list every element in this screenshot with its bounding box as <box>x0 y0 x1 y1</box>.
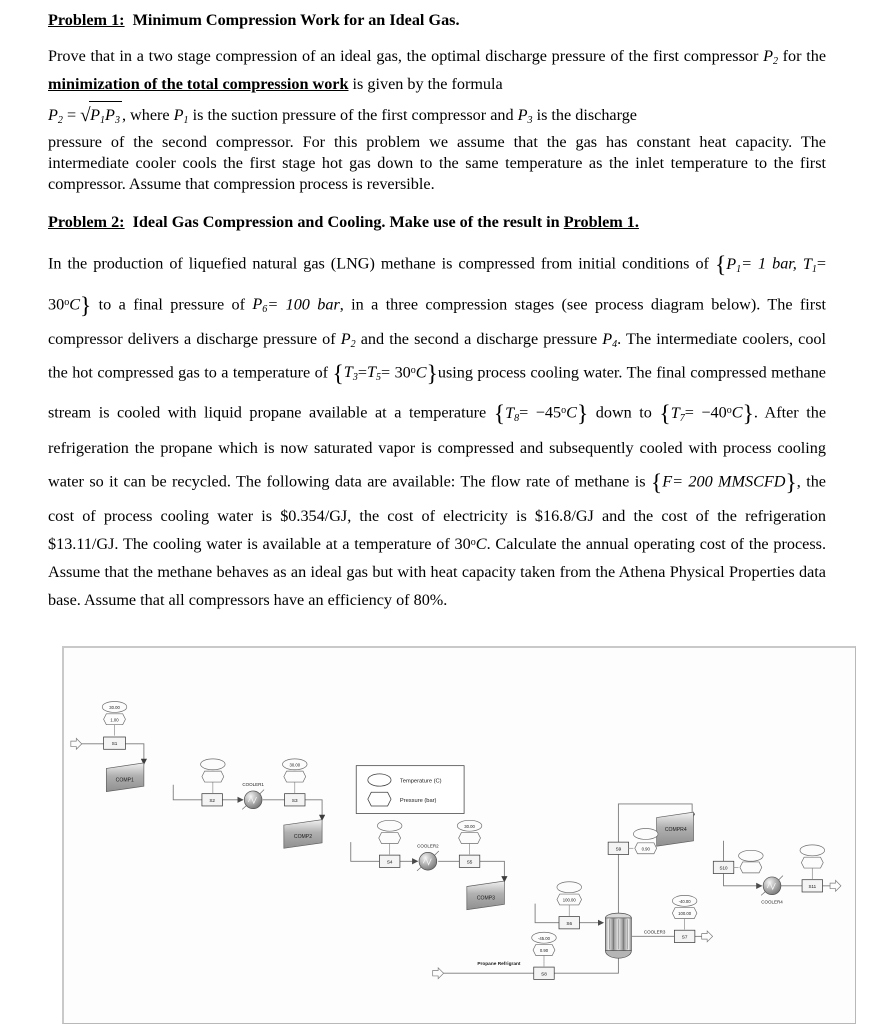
unit-label-cooler4: COOLER4 <box>761 899 783 905</box>
p2-cond-T1: $T_1$ <box>802 254 817 275</box>
p2-text-d: and the second a discharge pressure <box>360 330 598 349</box>
p2-cond-T5: $T_5$ <box>366 363 381 384</box>
problem1-paragraph-2 <box>48 101 826 130</box>
stream-tag-s1[interactable] <box>102 701 127 749</box>
s7-outlet-arrow-icon <box>702 931 713 942</box>
stream-tag-s3[interactable] <box>282 759 307 806</box>
s3-temperature: 30.00 <box>289 762 301 768</box>
problem1-label: Problem 1: <box>48 11 125 29</box>
p2-cond-P6: $P_6$ <box>252 294 268 315</box>
p2-text-g: down to <box>595 403 652 422</box>
s9-label: S9 <box>615 846 622 852</box>
s6-pressure: 100.00 <box>562 897 576 903</box>
s1-label: S1 <box>111 741 118 747</box>
s7-temperature: -40.00 <box>678 898 691 904</box>
p2-text-i: , the cost of process cooling water is $0.354/GJ, the cost of electricity is $16.8/GJ and the cost of the refrigeration $13.11/GJ. The cooling water is available at a temperature of 30 <box>48 471 826 553</box>
p1-text-d: , where <box>121 105 170 124</box>
propane-refrigerant-label: Propane Refrigrant <box>477 962 521 968</box>
problem2-label: Problem 2: <box>48 213 125 232</box>
p1-text-f: is the discharge <box>536 105 637 124</box>
p2-text-e: . The intermediate coolers, cool the hot compressed gas to a temperature of <box>48 330 827 382</box>
stream-tag-s5[interactable] <box>457 820 482 867</box>
s3-label: S3 <box>291 797 298 803</box>
s8-inlet-arrow-icon <box>433 968 444 979</box>
unit-comp3[interactable] <box>467 881 505 910</box>
s8-pressure: 0.90 <box>539 948 549 954</box>
s1-temperature: 30.00 <box>109 705 120 711</box>
p1-text-c: is given by the formula <box>352 75 503 94</box>
p2-text-h: . After the refrigeration the propane which is now saturated vapor is compressed and subsequently cooled with process cooling water so it can be recycled. The following data are available: The flow rate of methane is <box>48 403 827 490</box>
p2-cond-T1-val: = 30 <box>48 254 827 313</box>
p1-var-P3: $P_3$ <box>517 105 533 126</box>
s1-pressure: 1.00 <box>110 717 119 723</box>
p2-cond-P1-val: = 1 bar, <box>741 254 797 273</box>
unit-label-cooler3: COOLER3 <box>643 929 666 935</box>
problem2-heading <box>48 212 826 232</box>
p2-cond-F: F <box>662 471 673 490</box>
s7-label: S7 <box>681 934 688 940</box>
stream-tag-s2[interactable] <box>201 759 226 806</box>
s7-pressure: 100.00 <box>678 911 692 917</box>
stream-tag-s7[interactable] <box>672 895 712 942</box>
p2-text-a: In the production of liquefied natural gas (LNG) methane is compressed from initial conditions of <box>48 254 709 273</box>
p2-text-b: to a final pressure of <box>98 294 246 313</box>
p2-var-P4: $P_4$ <box>602 330 618 351</box>
p2-text-j: . Calculate the annual operating cost of the process. Assume that the methane behaves as an ideal gas but with heat capacity taken from the Athena Physical Properties data base. Assume that all compressors have an efficiency of 80%. <box>48 534 826 609</box>
stream-tag-s9[interactable] <box>608 828 658 854</box>
p2-text-c: , in a three compression stages (see process diagram below). The first compressor delivers a discharge pressure of <box>48 294 826 349</box>
stream-tag-s10[interactable] <box>713 850 763 873</box>
s11-label: S11 <box>808 883 817 889</box>
p1-text-b: for the <box>782 47 827 66</box>
s11-outlet-arrow-icon <box>830 880 841 891</box>
unit-label-comp3: COMP3 <box>476 895 496 902</box>
s9-pressure: 0.90 <box>641 846 650 852</box>
problem2-title: Ideal Gas Compression and Cooling. Make use of the result in <box>132 213 560 232</box>
process-flow-diagram <box>62 646 856 1024</box>
p2-cond-T7: $T_7$ <box>670 403 685 424</box>
stream-tag-s6[interactable] <box>557 882 582 929</box>
p1-formula-sqrt: √ $P_1P_3$ <box>80 101 122 130</box>
unit-label-comp1: COMP1 <box>115 777 134 784</box>
s4-label: S4 <box>386 859 393 865</box>
p2-cond-P6-val: = 100 bar <box>267 294 340 313</box>
p1-text-e: is the suction pressure of the first compressor and <box>192 105 514 124</box>
unit-label-compr4: COMPR4 <box>664 827 687 834</box>
unit-comp1[interactable] <box>106 763 144 792</box>
p2-var-P2: $P_2$ <box>340 330 356 351</box>
unit-comp2[interactable] <box>284 820 322 849</box>
legend-pressure-label: Pressure (bar) <box>399 797 437 804</box>
p2-cond-T3: $T_3$ <box>343 363 358 384</box>
unit-cooler2[interactable] <box>417 844 439 871</box>
p2-cond-P1: $P_1$ <box>726 254 742 275</box>
unit-cooler1[interactable] <box>242 782 264 809</box>
p1-text-a: Prove that in a two stage compression of an ideal gas, the optimal discharge pressure of the first compressor <box>48 47 759 66</box>
problem2-paragraph-1: In the production of liquefied natural gas (LNG) methane is compressed from initial conditions of {$P_1= 1$ bar, $T_1= 30^oC$} to a final pressure of $P_6= 100$ bar, in a three compression stages (see process diagram below). The first compressor delivers a discharge pressure of $P_2$ and the second a discharge pressure $P_4$. The intermediate coolers, cool the hot compressed gas to a temperature of $\{T_3=T_5= 30^oC\}using$ process cooling water. The final compressed methane stream is cooled with liquid propane available at a temperature $\{T_8= -45^oC\}$ down to $\{T_7= -40^oC\}$. After the refrigeration the propane which is now saturated vapor is compressed and subsequently cooled with process cooling water so it can be recycled. The following data are available: The flow rate of methane is {F= 200 MMSCFD}, the cost of process cooling water is $0.354/GJ, the cost of electricity is $16.8/GJ and the cost of the refrigeration $13.11/GJ. The cooling water is available at a temperature of 30$^o$C. Calculate the annual operating cost of the process. Assume that the methane behaves as an ideal gas but with heat capacity taken from the Athena Physical Properties data base. Assume that all compressors have an efficiency of 80%. <box>48 252 827 609</box>
s10-label: S10 <box>719 865 728 871</box>
s2-label: S2 <box>209 797 215 803</box>
unit-label-cooler1: COOLER1 <box>242 782 264 788</box>
problem2-title-ref: Problem 1. <box>563 213 639 232</box>
s5-label: S5 <box>466 859 473 865</box>
stream-tag-s4[interactable] <box>377 820 402 867</box>
diagram-legend <box>356 766 464 814</box>
unit-label-cooler2: COOLER2 <box>417 843 439 849</box>
unit-cooler3[interactable] <box>605 913 665 958</box>
feed-inlet-arrow-icon <box>71 738 82 749</box>
p2-cond-T8: $T_8$ <box>505 403 520 424</box>
s8-temperature: -45.00 <box>537 935 550 941</box>
p1-bold-phrase: minimization of the total compression work <box>48 75 349 94</box>
stream-tag-s11[interactable] <box>800 845 841 892</box>
problem1-paragraph-3: pressure of the second compressor. For this problem we assume that the gas has constant heat capacity. The intermediate cooler cools the first stage hot gas down to the same temperature as the inlet temperature to the first compressor. Assume that compression process is reversible. <box>48 132 826 193</box>
legend-temperature-label: Temperature (C) <box>399 778 442 785</box>
p1-formula: $P_2$ <box>48 105 63 126</box>
stream-tag-s8[interactable] <box>433 932 557 979</box>
unit-cooler4[interactable] <box>761 876 783 905</box>
s5-temperature: 30.00 <box>464 823 475 829</box>
unit-label-comp2: COMP2 <box>293 834 313 841</box>
p1-var-P1: $P_1$ <box>173 105 189 126</box>
p2-text-f: using process cooling water. The final compressed methane stream is cooled with liquid propane available at a temperature <box>48 363 826 422</box>
problem1-title: Minimum Compression Work for an Ideal Gas. <box>132 11 460 29</box>
s8-label: S8 <box>541 971 547 977</box>
document-body <box>48 10 826 616</box>
p1-var-P2: $P_2$ <box>763 47 778 68</box>
s6-label: S6 <box>566 920 573 926</box>
problem1-paragraph-1 <box>48 43 826 99</box>
unit-compr4[interactable] <box>657 812 694 846</box>
p1-formula-eq: = <box>66 105 77 124</box>
problem1-heading <box>48 10 826 30</box>
